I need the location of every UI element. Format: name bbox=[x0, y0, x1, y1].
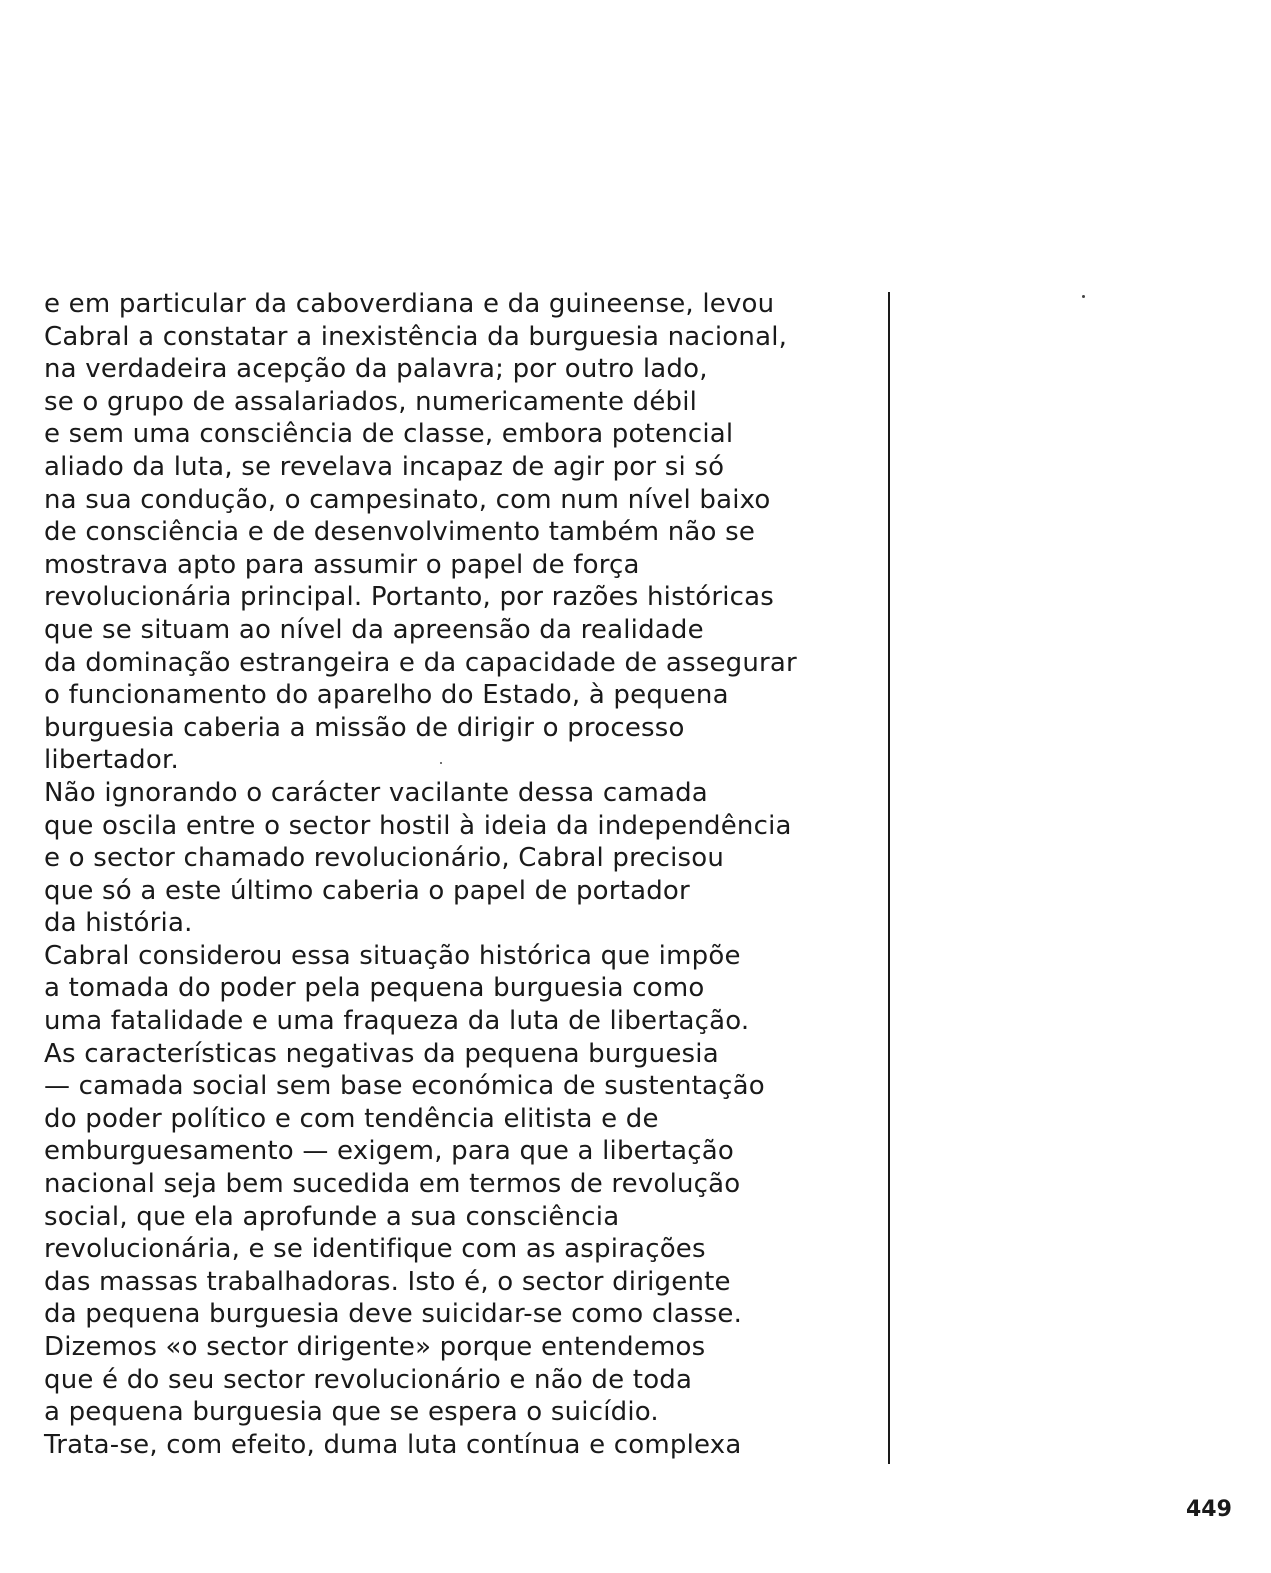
text-line: que é do seu sector revolucionário e não de toda bbox=[44, 1364, 693, 1395]
margin-rule bbox=[888, 292, 890, 1464]
text-line: que só a este último caberia o papel de portador bbox=[44, 875, 690, 906]
text-line: emburguesamento — exigem, para que a libertação bbox=[44, 1136, 734, 1167]
text-line: Cabral considerou essa situação histórica que impõe bbox=[44, 940, 741, 971]
text-line: e em particular da caboverdiana e da guineense, levou bbox=[44, 289, 775, 319]
text-line: a pequena burguesia que se espera o suicídio. bbox=[44, 1397, 659, 1428]
text-line: As características negativas da pequena burguesia bbox=[44, 1038, 719, 1069]
text-line: do poder político e com tendência elitista e de bbox=[44, 1103, 659, 1134]
text-line: na sua condução, o campesinato, com num nível baixo bbox=[44, 484, 771, 515]
body-text bbox=[44, 288, 879, 1461]
text-line: Não ignorando o carácter vacilante dessa camada bbox=[44, 777, 708, 808]
text-line: social, que ela aprofunde a sua consciência bbox=[44, 1201, 620, 1232]
text-line: de consciência e de desenvolvimento também não se bbox=[44, 517, 756, 548]
scan-speck bbox=[1082, 295, 1085, 298]
scan-speck bbox=[440, 762, 442, 764]
text-line: que se situam ao nível da apreensão da realidade bbox=[44, 614, 704, 645]
text-line: que oscila entre o sector hostil à ideia da independência bbox=[44, 810, 792, 841]
text-line: da dominação estrangeira e da capacidade de assegurar bbox=[44, 647, 797, 678]
text-line: das massas trabalhadoras. Isto é, o sector dirigente bbox=[44, 1266, 731, 1297]
text-line: Trata-se, com efeito, duma luta contínua e complexa bbox=[44, 1429, 742, 1460]
text-line: o funcionamento do aparelho do Estado, à pequena bbox=[44, 680, 729, 711]
text-line: e sem uma consciência de classe, embora potencial bbox=[44, 419, 734, 450]
text-line: revolucionária, e se identifique com as aspirações bbox=[44, 1234, 706, 1265]
text-line: — camada social sem base económica de sustentação bbox=[44, 1071, 765, 1102]
text-line: mostrava apto para assumir o papel de força bbox=[44, 549, 640, 580]
text-line: se o grupo de assalariados, numericamente débil bbox=[44, 386, 698, 417]
text-line: e o sector chamado revolucionário, Cabral precisou bbox=[44, 843, 725, 874]
text-line: a tomada do poder pela pequena burguesia como bbox=[44, 973, 705, 1004]
text-line: aliado da luta, se revelava incapaz de agir por si só bbox=[44, 451, 725, 482]
text-line: da pequena burguesia deve suicidar-se como classe. bbox=[44, 1299, 743, 1330]
text-line: burguesia caberia a missão de dirigir o processo bbox=[44, 712, 685, 743]
text-line: na verdadeira acepção da palavra; por outro lado, bbox=[44, 354, 708, 385]
text-line: da história. bbox=[44, 908, 193, 939]
text-line: revolucionária principal. Portanto, por razões históricas bbox=[44, 582, 775, 613]
text-line: nacional seja bem sucedida em termos de revolução bbox=[44, 1169, 741, 1200]
text-line: libertador. bbox=[44, 745, 179, 776]
text-line: Cabral a constatar a inexistência da burguesia nacional, bbox=[44, 321, 788, 352]
page-number: 449 bbox=[1186, 1497, 1232, 1522]
text-line: uma fatalidade e uma fraqueza da luta de libertação. bbox=[44, 1006, 750, 1037]
text-line: Dizemos «o sector dirigente» porque entendemos bbox=[44, 1332, 706, 1362]
